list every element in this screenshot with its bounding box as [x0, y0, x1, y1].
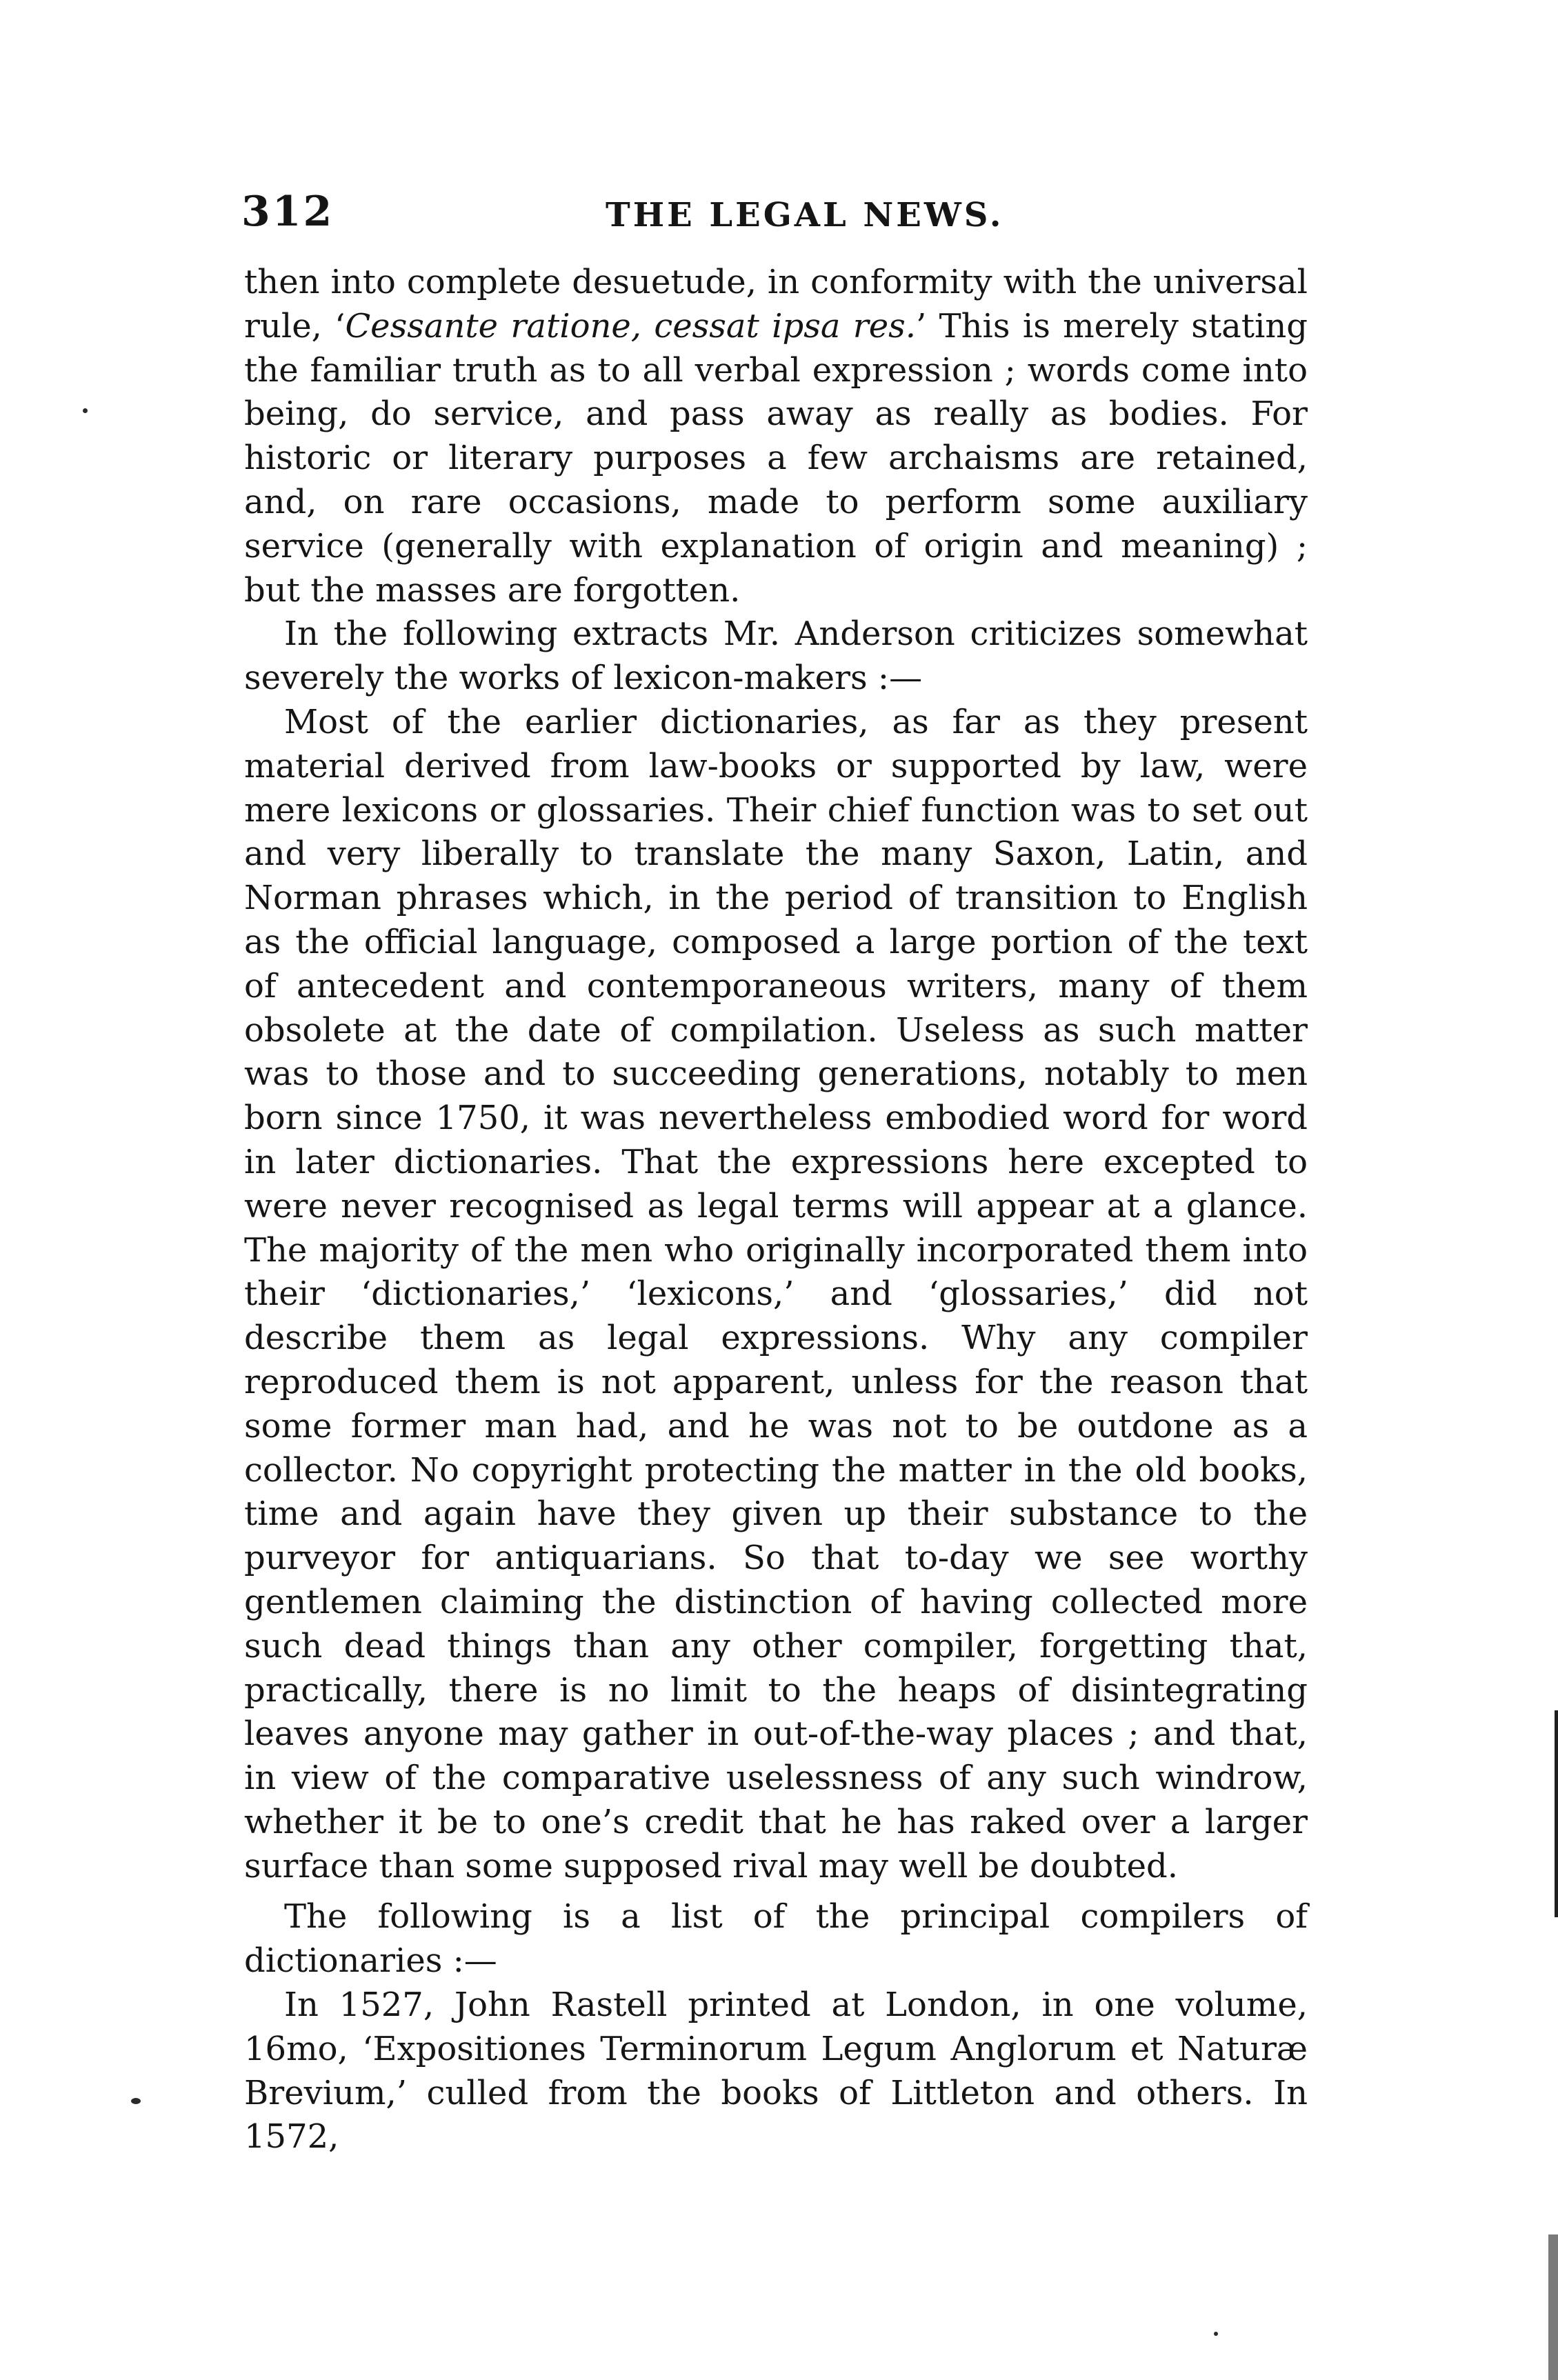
journal-title: THE LEGAL NEWS. — [606, 196, 1004, 234]
paragraph-rastell: In 1527, John Rastell printed at London, in one volume, 16mo, ‘Expositiones Terminorum Legum Anglorum et Naturæ Brevium,’ culled from the books of Littleton and others. In 1572, — [244, 1986, 1308, 2157]
scan-speck — [83, 408, 88, 413]
paragraph-lexicon-criticism: Most of the earlier dictionaries, as far as they present material derived from law-books or supported by law, were mere lexicons or glossaries. Their chief function was to set out and very liberally to translate the many Saxon, Latin, and Norman phrases which, in the period of transition to English as the official language, composed a large portion of the text of antecedent and contemporaneous writers, many of them obsolete at the date of compilation. Useless as such matter was to those and to succeeding generations, notably to men born since 1750, it was nevertheless embodied word for word in later dictionaries. That the expressions here excepted to were never recognised as legal terms will appear at a glance. The majority of the men who originally incorporated them into their ‘dictionaries,’ ‘lexicons,’ and ‘glossaries,’ did not describe them as legal expressions. Why any compiler reproduced them is not apparent, unless for the reason that some former man had, and he was not to be outdone as a collector. No copyright protecting the matter in the old books, time and again have they given up their substance to the purveyor for antiquarians. So that to-day we see worthy gentlemen claiming the distinction of having collected more such dead things than any other compiler, forgetting that, practically, there is no limit to the heaps of disintegrating leaves anyone may gather in out-of-the-way places ; and that, in view of the comparative uselessness of any such windrow, whether it be to one’s credit that he has raked over a larger surface than some supposed rival may well be doubted. — [244, 702, 1308, 1886]
paragraph-tail: ’ This is merely stating the familiar truth as to all verbal expression ; words come into being, do service, and pass away as really as bodies. For historic or literary purposes a few archaisms are retained, and, on rare occasions, made to perform some auxiliary service (generally with explanation of origin and meaning) ; but the masses are forgotten. — [244, 306, 1308, 610]
scan-edge-shadow — [1548, 2234, 1558, 2380]
paragraph-lead: then into complete desuetude, in conformity with the universal rule, ‘ — [244, 263, 1308, 346]
paragraph-extracts-intro: In the following extracts Mr. Anderson criticizes somewhat severely the works of lexicon-makers :— — [244, 614, 1308, 698]
scan-edge-shadow — [1555, 1710, 1558, 1917]
page-number: 312 — [241, 188, 334, 236]
paragraph-compilers-intro: The following is a list of the principal compilers of dictionaries :— — [244, 1897, 1308, 1981]
paragraph-desuetude — [244, 261, 1308, 612]
scan-speck — [1214, 2332, 1218, 2336]
scan-speck — [131, 2098, 141, 2104]
running-head — [241, 188, 1304, 243]
article-body — [244, 261, 1308, 2159]
latin-maxim: Cessante ratione, cessat ipsa res. — [345, 306, 917, 346]
